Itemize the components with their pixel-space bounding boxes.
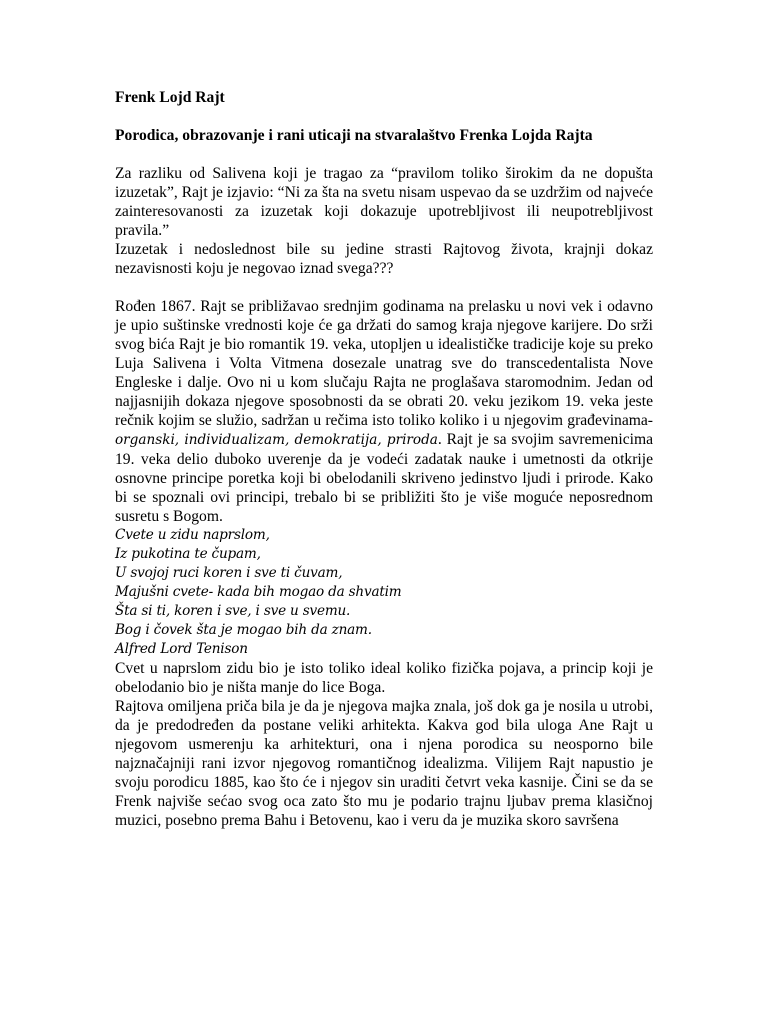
poem-line-3: U svojoj ruci koren i sve ti čuvam, <box>115 565 343 581</box>
poem-line-6: Bog i čovek šta je mogao bih da znam. <box>115 622 372 638</box>
paragraph-2: Izuzetak i nedoslednost bile su jedine strasti Rajtovog života, krajnji dokaz nezavisnosti koju je negovao iznad svega??? <box>115 241 653 277</box>
document-page <box>115 88 653 830</box>
poem-line-2: Iz pukotina te čupam, <box>115 546 261 562</box>
poem-author: Alfred Lord Tenison <box>115 641 248 657</box>
poem-line-4: Majušni cvete- kada bih mogao da shvatim <box>115 584 402 600</box>
paragraph-3-italic-terms: organski, individualizam, demokratija, priroda <box>115 432 438 448</box>
paragraph-3 <box>115 297 653 526</box>
paragraph-4: Cvet u naprslom zidu bio je isto toliko ideal koliko fizička pojava, a princip koji je obelodanio bio je ništa manje do lice Boga. <box>115 660 653 696</box>
paragraph-3-text-start: Rođen 1867. Rajt se približavao srednjim godinama na prelasku u novi vek i odavno je upio suštinske vrednosti koje će ga držati do samog kraja njegove karijere. Do srži svog bića Rajt je bio romantik 19. veka, utopljen u idealističke tradicije koje su preko Luja Salivena i Volta Vitmena dosezale unatrag sve do transcedentalista Nove Engleske i dalje. Ovo ni u kom slučaju Rajta ne proglašava staromodnim. Jedan od najjasnijih dokaza njegove sposobnosti da se obrati 20. veku jezikom 19. veka jeste rečnik kojim se služio, sadržan u rečima isto toliko koliko i u njegovim građevinama- <box>115 298 653 429</box>
paragraph-1: Za razliku od Salivena koji je tragao za “pravilom toliko širokim da ne dopušta izuzetak”, Rajt je izjavio: “Ni za šta na svetu nisam uspevao da se uzdržim od najveće zainteresovanosti za izuzetak koji dokazuje upotrebljivost ili neupotrebljivost pravila.” <box>115 165 653 239</box>
section-heading: Porodica, obrazovanje i rani uticaji na stvaralaštvo Frenka Lojda Rajta <box>115 127 593 144</box>
document-title: Frenk Lojd Rajt <box>115 89 225 106</box>
poem-line-5: Šta si ti, koren i sve, i sve u svemu. <box>115 603 351 619</box>
poem-quote <box>115 526 653 659</box>
poem-line-1: Cvete u zidu naprslom, <box>115 527 270 543</box>
paragraph-3-text-end: . Rajt je sa svojim savremenicima 19. veka delio duboko uverenje da je vodeći zadatak nauke i umetnosti da otkrije osnovne principe poretka koji bi obelodanili skriveno jedinstvo ljudi i prirode. Kako bi se spoznali ovi principi, trebalo bi se približiti što je više moguće neposrednom susretu s Bogom. <box>115 431 653 525</box>
paragraph-5: Rajtova omiljena priča bila je da je njegova majka znala, još dok ga je nosila u utrobi, da je predodređen da postane veliki arhitekta. Kakva god bila uloga Ane Rajt u njegovom usmerenju ka arhitekturi, ona i njena porodica su neosporno bile najznačajniji rani izvor njegovog romantičnog idealizma. Vilijem Rajt napustio je svoju porodicu 1885, kao što će i njegov sin uraditi četvrt veka kasnije. Čini se da se Frenk najviše sećao svog oca zato što mu je podario trajnu ljubav prema klasičnoj muzici, posebno prema Bahu i Betovenu, kao i veru da je muzika skoro savršena <box>115 698 653 829</box>
